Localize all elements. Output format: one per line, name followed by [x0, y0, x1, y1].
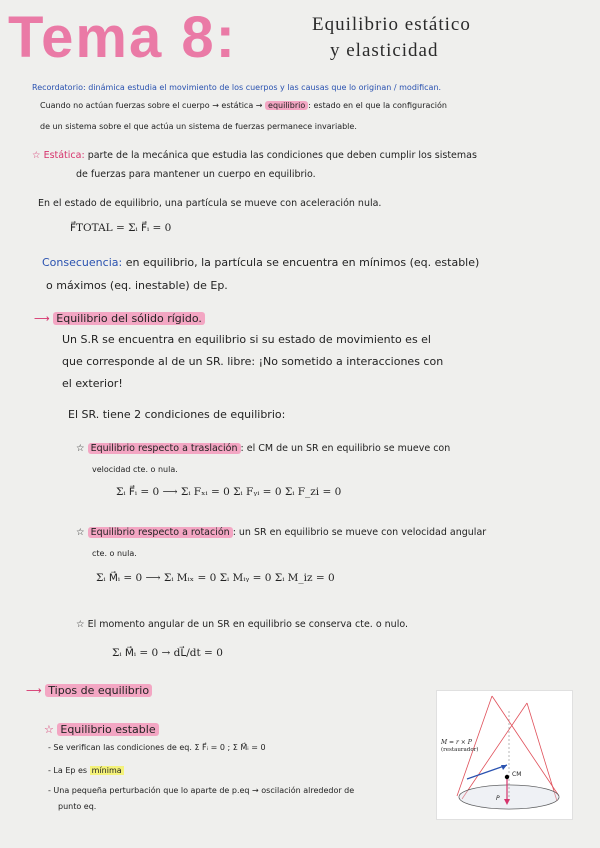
section-solido-rigido: [34, 311, 205, 326]
page-title: Tema 8:: [8, 5, 237, 70]
estable-heading: Equilibrio estable: [57, 723, 158, 736]
star-icon: ☆: [76, 443, 85, 454]
label-moment-2: (restaurador): [441, 747, 479, 753]
estatica-text: parte de la mecánica que estudia las condiciones que deben cumplir los sistemas: [87, 150, 477, 161]
traslacion-text: : el CM de un SR en equilibrio se mueve con: [240, 443, 451, 454]
highlight-minima: mínima: [91, 766, 122, 775]
consecuencia-label: Consecuencia:: [42, 256, 123, 269]
estable-bullet-1: - Se verifican las condiciones de eq. Σ F⃗ᵢ = 0 ; Σ M⃗ᵢ = 0: [48, 743, 266, 752]
formula-ftotal: F⃗TOTAL = Σᵢ F⃗ᵢ = 0: [70, 222, 172, 234]
cone-edge: [492, 696, 559, 796]
momento-text: El momento angular de un SR en equilibrio se conserva cte. o nulo.: [87, 619, 409, 630]
estatica-line-1: [32, 149, 477, 162]
subtitle-line-1: Equilibrio estático: [312, 14, 471, 35]
intro-text: Cuando no actúan fuerzas sobre el cuerpo → estática →: [40, 101, 263, 110]
highlight-equilibrio: equilibrio: [265, 101, 308, 110]
section-heading: Equilibrio del sólido rígido.: [53, 312, 205, 325]
rotacion-line-1: [76, 526, 486, 539]
star-icon: ☆: [44, 723, 54, 736]
formula-rotacion: Σᵢ M⃗ᵢ = 0 ⟶ Σᵢ Mᵢₓ = 0 Σᵢ Mᵢᵧ = 0 Σᵢ M_iz = 0: [96, 572, 335, 584]
formula-momento: Σᵢ M⃗ᵢ = 0 → dL⃗/dt = 0: [112, 647, 223, 659]
consecuencia-line-1: [42, 255, 479, 270]
traslacion-heading: Equilibrio respecto a traslación: [88, 443, 241, 454]
consecuencia-line-2: o máximos (eq. inestable) de Ep.: [46, 279, 228, 292]
arrow-icon: ⟶: [34, 312, 50, 325]
rotacion-line-2: cte. o nula.: [92, 549, 137, 558]
star-icon: ☆: [76, 619, 85, 630]
solido-line-3: el exterior!: [62, 377, 123, 390]
formula-traslacion: Σᵢ F⃗ᵢ = 0 ⟶ Σᵢ Fₓᵢ = 0 Σᵢ Fᵧᵢ = 0 Σᵢ F_zi = 0: [116, 486, 342, 498]
intro-text: : estado en el que la configuración: [308, 101, 447, 110]
cm-point: [505, 775, 509, 779]
section-tipos: [26, 683, 152, 698]
estable-bullet-3: - Una pequeña perturbación que lo aparte de p.eq → oscilación alrededor de: [48, 786, 355, 795]
recordatorio-label: Recordatorio:: [32, 83, 86, 92]
label-moment: M = r × P: [441, 739, 472, 746]
estatica-line-2: de fuerzas para mantener un cuerpo en equilibrio.: [76, 169, 316, 180]
estable-bullet-3b: punto eq.: [58, 802, 97, 811]
estable-bullet-2: [48, 765, 124, 776]
cone-diagram: [437, 691, 572, 819]
intro-line-2: de un sistema sobre el que actúa un sistema de fuerzas permanece invariable.: [40, 122, 357, 131]
subtitle-line-2: y elasticidad: [330, 40, 439, 61]
vector-r: [467, 765, 507, 779]
vector-r-head: [501, 765, 507, 770]
label-p: P: [496, 795, 500, 802]
rotacion-heading: Equilibrio respecto a rotación: [88, 527, 233, 538]
rotacion-text: : un SR en equilibrio se mueve con velocidad angular: [232, 527, 487, 538]
consecuencia-text: en equilibrio, la partícula se encuentra en mínimos (eq. estable): [125, 256, 480, 269]
estatica-label: Estática:: [43, 150, 85, 161]
traslacion-line-1: [76, 442, 450, 455]
intro-line-1: [40, 100, 447, 111]
estado-equilibrio-text: En el estado de equilibrio, una partícula se mueve con aceleración nula.: [38, 198, 382, 209]
traslacion-line-2: velocidad cte. o nula.: [92, 465, 178, 474]
momento-line: [76, 618, 408, 631]
arrow-icon: ⟶: [26, 684, 42, 697]
cone-figure: [436, 690, 573, 820]
recordatorio: [32, 82, 441, 93]
estable-heading-line: [44, 722, 159, 737]
label-cm: CM: [512, 771, 522, 778]
star-icon: ☆: [32, 150, 41, 161]
solido-line-2: que corresponde al de un SR. libre: ¡No sometido a interacciones con: [62, 355, 444, 368]
section-heading: Tipos de equilibrio: [45, 684, 152, 697]
recordatorio-text: dinámica estudia el movimiento de los cuerpos y las causas que lo originan / modifican.: [88, 83, 442, 92]
bullet-text: - La Ep es: [48, 766, 88, 775]
solido-conditions: El SR. tiene 2 condiciones de equilibrio:: [68, 408, 286, 421]
star-icon: ☆: [76, 527, 85, 538]
solido-line-1: Un S.R se encuentra en equilibrio si su estado de movimiento es el: [62, 333, 431, 346]
